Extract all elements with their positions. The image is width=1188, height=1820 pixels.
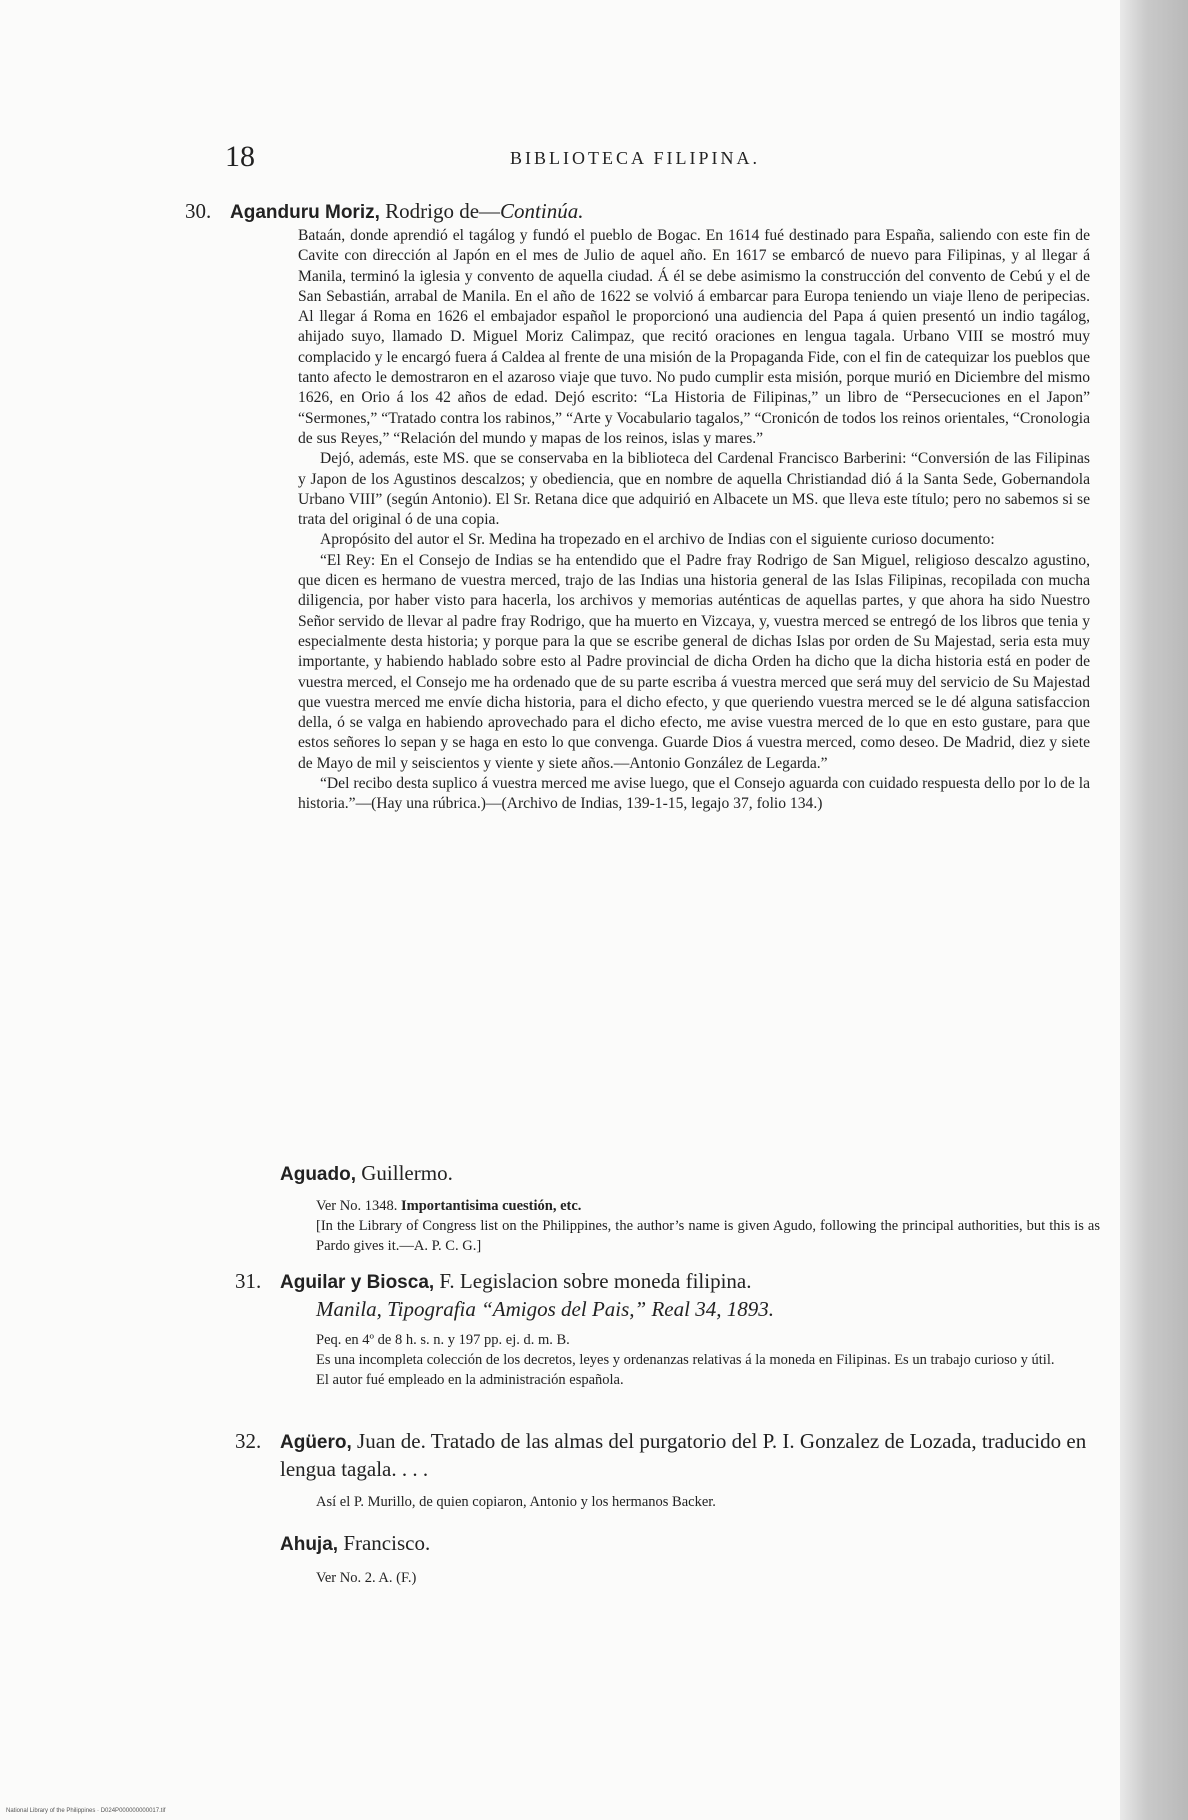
- ref-title: Importantisima cuestión, etc.: [400, 1198, 582, 1214]
- physical-description: Peq. en 4º de 8 h. s. n. y 197 pp. ej. d. m. B.: [316, 1332, 570, 1348]
- note: El autor fué empleado en la administración española.: [316, 1372, 624, 1388]
- author-given-name: Francisco.: [343, 1531, 431, 1555]
- work-title: Legislacion sobre moneda filipina.: [459, 1269, 752, 1293]
- page-number: 18: [225, 140, 255, 173]
- author-given-name: F.: [439, 1269, 455, 1293]
- entry-30-heading: [185, 198, 1090, 226]
- entry-number: 30.: [185, 199, 212, 223]
- author-name: Aganduru Moriz,: [230, 202, 380, 223]
- note: Así el P. Murillo, de quien copiaron, Antonio y los hermanos Backer.: [316, 1494, 716, 1510]
- entry-number: 32.: [235, 1429, 262, 1453]
- body-paragraph: Apropósito del autor el Sr. Medina ha tropezado en el archivo de Indias con el siguiente curioso documento:: [320, 531, 995, 549]
- entry-32-heading: [235, 1428, 1100, 1482]
- body-paragraph: Bataán, donde aprendió el tagálog y fundó el pueblo de Bogac. En 1614 fué destinado para España, saliendo con este fin de Cavite con dirección al Japón en el mes de Julio de aquel año. En 1617 se embarcó de nuevo para Filipinas, y al llegar á Manila, terminó la iglesia y convento de aquella ciudad. Á él se debe asimismo la construcción del convento de Cebú y el de San Sebastián, arrabal de Manila. En el año de 1622 se volvió á embarcar para Europa teniendo un viaje lleno de peripecias. Al llegar á Roma en 1626 el embajador español le proporcionó una audiencia del Papa á quien presentó un indio tagálog, ahijado suyo, llamado D. Miguel Moriz Calimpaz, que recitó oraciones en lengua tagala. Urbano VIII se mostró muy complacido y le encargó fuera á Caldea al frente de una misión de la Propaganda Fide, con el fin de catequizar los pueblos que tanto afecto le demostraron en el azaroso viaje que tuvo. No pudo cumplir esta misión, porque murió en Diciembre del mismo 1626, en Orio á los 42 años de edad. Dejó escrito: “La Historia de Filipinas,” un libro de “Persecuciones en el Japon” “Sermones,” “Tratado contra los rabinos,” “Arte y Vocabulario tagalos,” “Cronicón de todos los reinos orientales, “Cronologia de sus Reyes,” “Relación del mundo y mapas de los reinos, islas y mares.”: [298, 227, 1090, 447]
- page-header: [225, 140, 1045, 182]
- entry-aguado: [280, 1160, 1100, 1256]
- author-name: Aguado,: [280, 1164, 356, 1185]
- scan-footer: National Library of the Philippines · D024P000000000017.tif: [6, 1808, 166, 1814]
- quoted-document: “El Rey: En el Consejo de Indias se ha entendido que el Padre fray Rodrigo de San Miguel, religioso descalzo agustino, que dicen es hermano de vuestra merced, trajo de las Indias una historia general de las Islas Filipinas, recopilada con mucha diligencia, por haber visto para hacerla, los archivos y memorias auténticas de aquellas partes, y que ahora ha sido Nuestro Señor servido de llevar al padre fray Rodrigo, que ha muerto en Vizcaya, y, vuestra merced se entregó de los libros que tenia y especialmente desta historia; y porque para la que se escribe general de dichas Islas por orden de Su Majestad, seria esta muy importante, y habiendo hablado sobre esto al Padre provincial de dicha Orden ha dicho que la dicha historia está en poder de vuestra merced, el Consejo me ha ordenado que de su parte escriba á vuestra merced que será muy del servicio de Su Majestad que vuestra merced me envíe dicha historia, para el dicho efecto, y que queriendo vuestra merced se le dé alguna satisfaccion della, ó se valga en habiendo aprovechado para el dicho efecto, me avise vuestra merced de lo que en esto gustare, para que estos señores lo sepan y se haga en esto lo que convenga. Guarde Dios á vuestra merced, como deseo. De Madrid, diez y siete de Mayo de mil y seiscientos y viente y siete años.—Antonio González de Legarda.”: [298, 551, 1090, 772]
- author-given-name: Rodrigo de—: [385, 199, 501, 223]
- running-head: BIBLIOTECA FILIPINA.: [510, 148, 760, 168]
- body-paragraph: “Del recibo desta suplico á vuestra merced me avise luego, que el Consejo aguarda con cuidado respuesta dello por lo de la historia.”—(Hay una rúbrica.)—(Archivo de Indias, 139-1-15, legajo 37, folio 134.): [298, 775, 1090, 813]
- author-given-name: Juan de.: [357, 1429, 426, 1453]
- note: Es una incompleta colección de los decretos, leyes y ordenanzas relativas á la moneda en Filipinas. Es un trabajo curioso y útil.: [316, 1352, 1055, 1368]
- ref-prefix: Ver No. 1348.: [316, 1198, 398, 1214]
- entry-31-heading: [235, 1268, 1100, 1296]
- work-title: Tratado de las almas del purgatorio del P. I. Gonzalez de Lozada, traducido en lengua tagala. . . .: [280, 1429, 1087, 1481]
- entry-30-body: [230, 226, 1090, 815]
- ahuja-body: [280, 1568, 1100, 1588]
- aguado-body: [280, 1196, 1100, 1256]
- entry-30: [185, 198, 1090, 815]
- body-paragraph: Dejó, además, este MS. que se conservaba en la biblioteca del Cardenal Francisco Barberini: “Conversión de las Filipinas y Japon de los Agustinos descalzos; y obediencia, que en nombre de aquella Christiandad dió á la Santa Sede, Gobernandola Urbano VIII” (según Antonio). El Sr. Retana dice que adquirió en Albacete un MS. que lleva este título; pero no sabemos si se trata del original ó de una copia.: [298, 450, 1090, 529]
- author-name: Aguilar y Biosca,: [280, 1272, 435, 1293]
- cross-reference: [316, 1196, 1100, 1216]
- entry-31: [235, 1268, 1100, 1390]
- author-given-name: Guillermo.: [361, 1161, 453, 1185]
- cross-reference: Ver No. 2. A. (F.): [316, 1570, 417, 1586]
- continued-label: Continúa.: [500, 199, 584, 223]
- entry-31-body: [280, 1330, 1100, 1390]
- entry-32: [235, 1428, 1100, 1512]
- author-name: Ahuja,: [280, 1534, 339, 1555]
- entry-ahuja: [280, 1530, 1100, 1588]
- entry-32-body: [280, 1492, 1100, 1512]
- page-edge-shadow: [1120, 0, 1188, 1820]
- editor-note: [In the Library of Congress list on the Philippines, the author’s name is given Agudo, following the principal authorities, but this is as Pardo gives it.—A. P. C. G.]: [316, 1218, 1100, 1254]
- aguado-heading: [280, 1160, 1100, 1188]
- ahuja-heading: [280, 1530, 1100, 1558]
- imprint: Manila, Tipografia “Amigos del Pais,” Real 34, 1893.: [316, 1297, 774, 1321]
- author-name: Agüero,: [280, 1432, 352, 1453]
- entry-number: 31.: [235, 1269, 262, 1293]
